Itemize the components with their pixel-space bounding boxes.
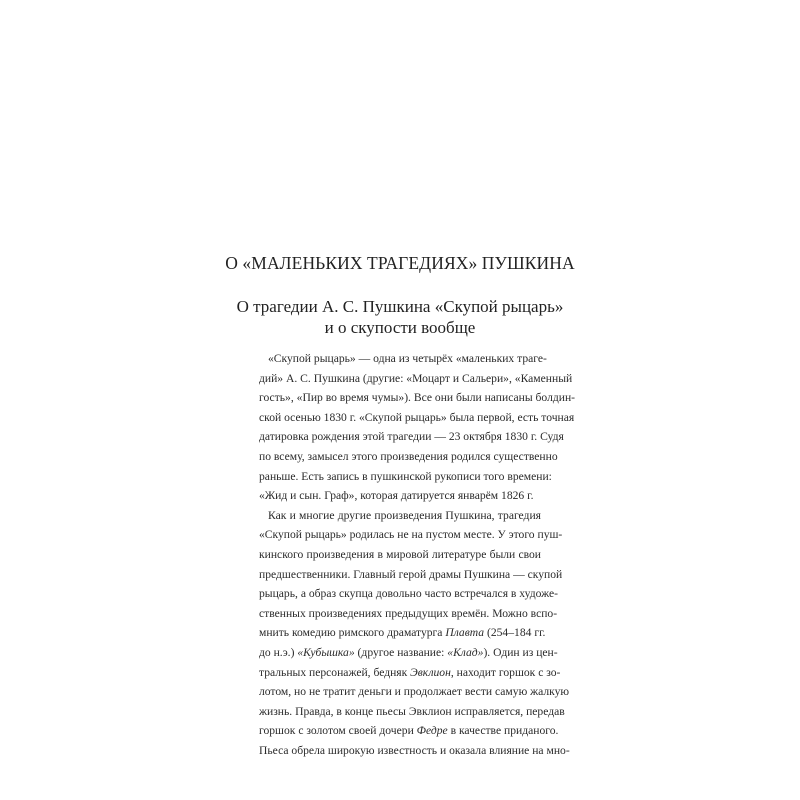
- text-line: [259, 467, 552, 487]
- text-segment: до н.э.): [259, 645, 298, 659]
- text-line: [259, 486, 541, 506]
- text-segment: «Скупой рыцарь» родилась не на пустом месте. У этого пуш-: [259, 528, 563, 542]
- text-segment: лотом, но не тратит деньги и продолжает вести самую жалкую: [259, 685, 570, 699]
- text-segment: Как и многие другие произведения Пушкина, трагедия: [268, 508, 541, 522]
- text-line: [259, 408, 575, 428]
- text-line: [259, 427, 564, 447]
- text-segment: мнить комедию римского драматурга: [259, 626, 446, 640]
- italic-text: «Кубышка»: [297, 645, 355, 659]
- text-segment: в качестве приданого.: [447, 724, 559, 738]
- text-segment: рыцарь, а образ скупца довольно часто встречался в художе-: [259, 587, 559, 601]
- text-segment: «Жид и сын. Граф», которая датируется январём 1826 г.: [259, 489, 534, 503]
- text-line: [259, 369, 573, 389]
- text-line: [259, 702, 565, 722]
- text-segment: (другое название:: [354, 645, 448, 659]
- text-segment: гость», «Пир во время чумы»). Все они были написаны болдин-: [259, 391, 576, 405]
- text-segment: (254–184 гг.: [484, 626, 546, 640]
- text-segment: по всему, замысел этого произведения родился существенно: [259, 449, 558, 463]
- italic-text: Плавта: [445, 626, 485, 640]
- text-segment: дий» А. С. Пушкина (другие: «Моцарт и Сальери», «Каменный: [259, 371, 573, 385]
- italic-text: Федре: [416, 724, 448, 738]
- text-segment: кинского произведения в мировой литературе были свои: [259, 547, 541, 561]
- text-segment: горшок с золотом своей дочери: [259, 724, 417, 738]
- text-line: [259, 721, 559, 741]
- text-segment: , находит горшок с зо-: [450, 665, 561, 679]
- text-segment: ской осенью 1830 г. «Скупой рыцарь» была первой, есть точная: [259, 410, 575, 424]
- text-line: [259, 623, 546, 643]
- text-line: [259, 584, 559, 604]
- text-line: [259, 604, 558, 624]
- text-segment: Пьеса обрела широкую известность и оказала влияние на мно-: [259, 743, 570, 757]
- text-line: [259, 506, 541, 526]
- text-line: [259, 682, 570, 702]
- italic-text: «Клад»: [447, 645, 484, 659]
- text-segment: жизнь. Правда, в конце пьесы Эвклион исправляется, передав: [259, 704, 565, 718]
- text-segment: предшественники. Главный герой драмы Пушкина — скупой: [259, 567, 563, 581]
- section-title-line-1: О трагедии А. С. Пушкина «Скупой рыцарь»: [236, 297, 564, 316]
- text-line: [259, 565, 563, 585]
- text-line: [259, 388, 576, 408]
- text-segment: «Скупой рыцарь» — одна из четырёх «маленьких траге-: [268, 352, 547, 365]
- text-segment: ). Один из цен-: [483, 645, 558, 659]
- text-line: [259, 545, 541, 565]
- text-line: [259, 741, 570, 761]
- text-line: [259, 643, 558, 663]
- text-line: [259, 525, 563, 545]
- section-title-line-2: и о скупости вообще: [324, 318, 476, 337]
- italic-text: Эвклион: [410, 665, 451, 679]
- text-line: [259, 447, 558, 467]
- text-line: [259, 349, 547, 369]
- section-title: [0, 296, 800, 338]
- text-segment: датировка рождения этой трагедии — 23 октября 1830 г. Судя: [259, 430, 564, 444]
- text-line: [259, 663, 561, 683]
- body-text: [259, 349, 576, 760]
- text-segment: раньше. Есть запись в пушкинской рукописи того времени:: [259, 469, 552, 483]
- text-segment: ственных произведениях предыдущих времён. Можно вспо-: [259, 606, 558, 620]
- text-segment: тральных персонажей, бедняк: [259, 665, 411, 679]
- chapter-title: О «МАЛЕНЬКИХ ТРАГЕДИЯХ» ПУШКИНА: [225, 253, 575, 273]
